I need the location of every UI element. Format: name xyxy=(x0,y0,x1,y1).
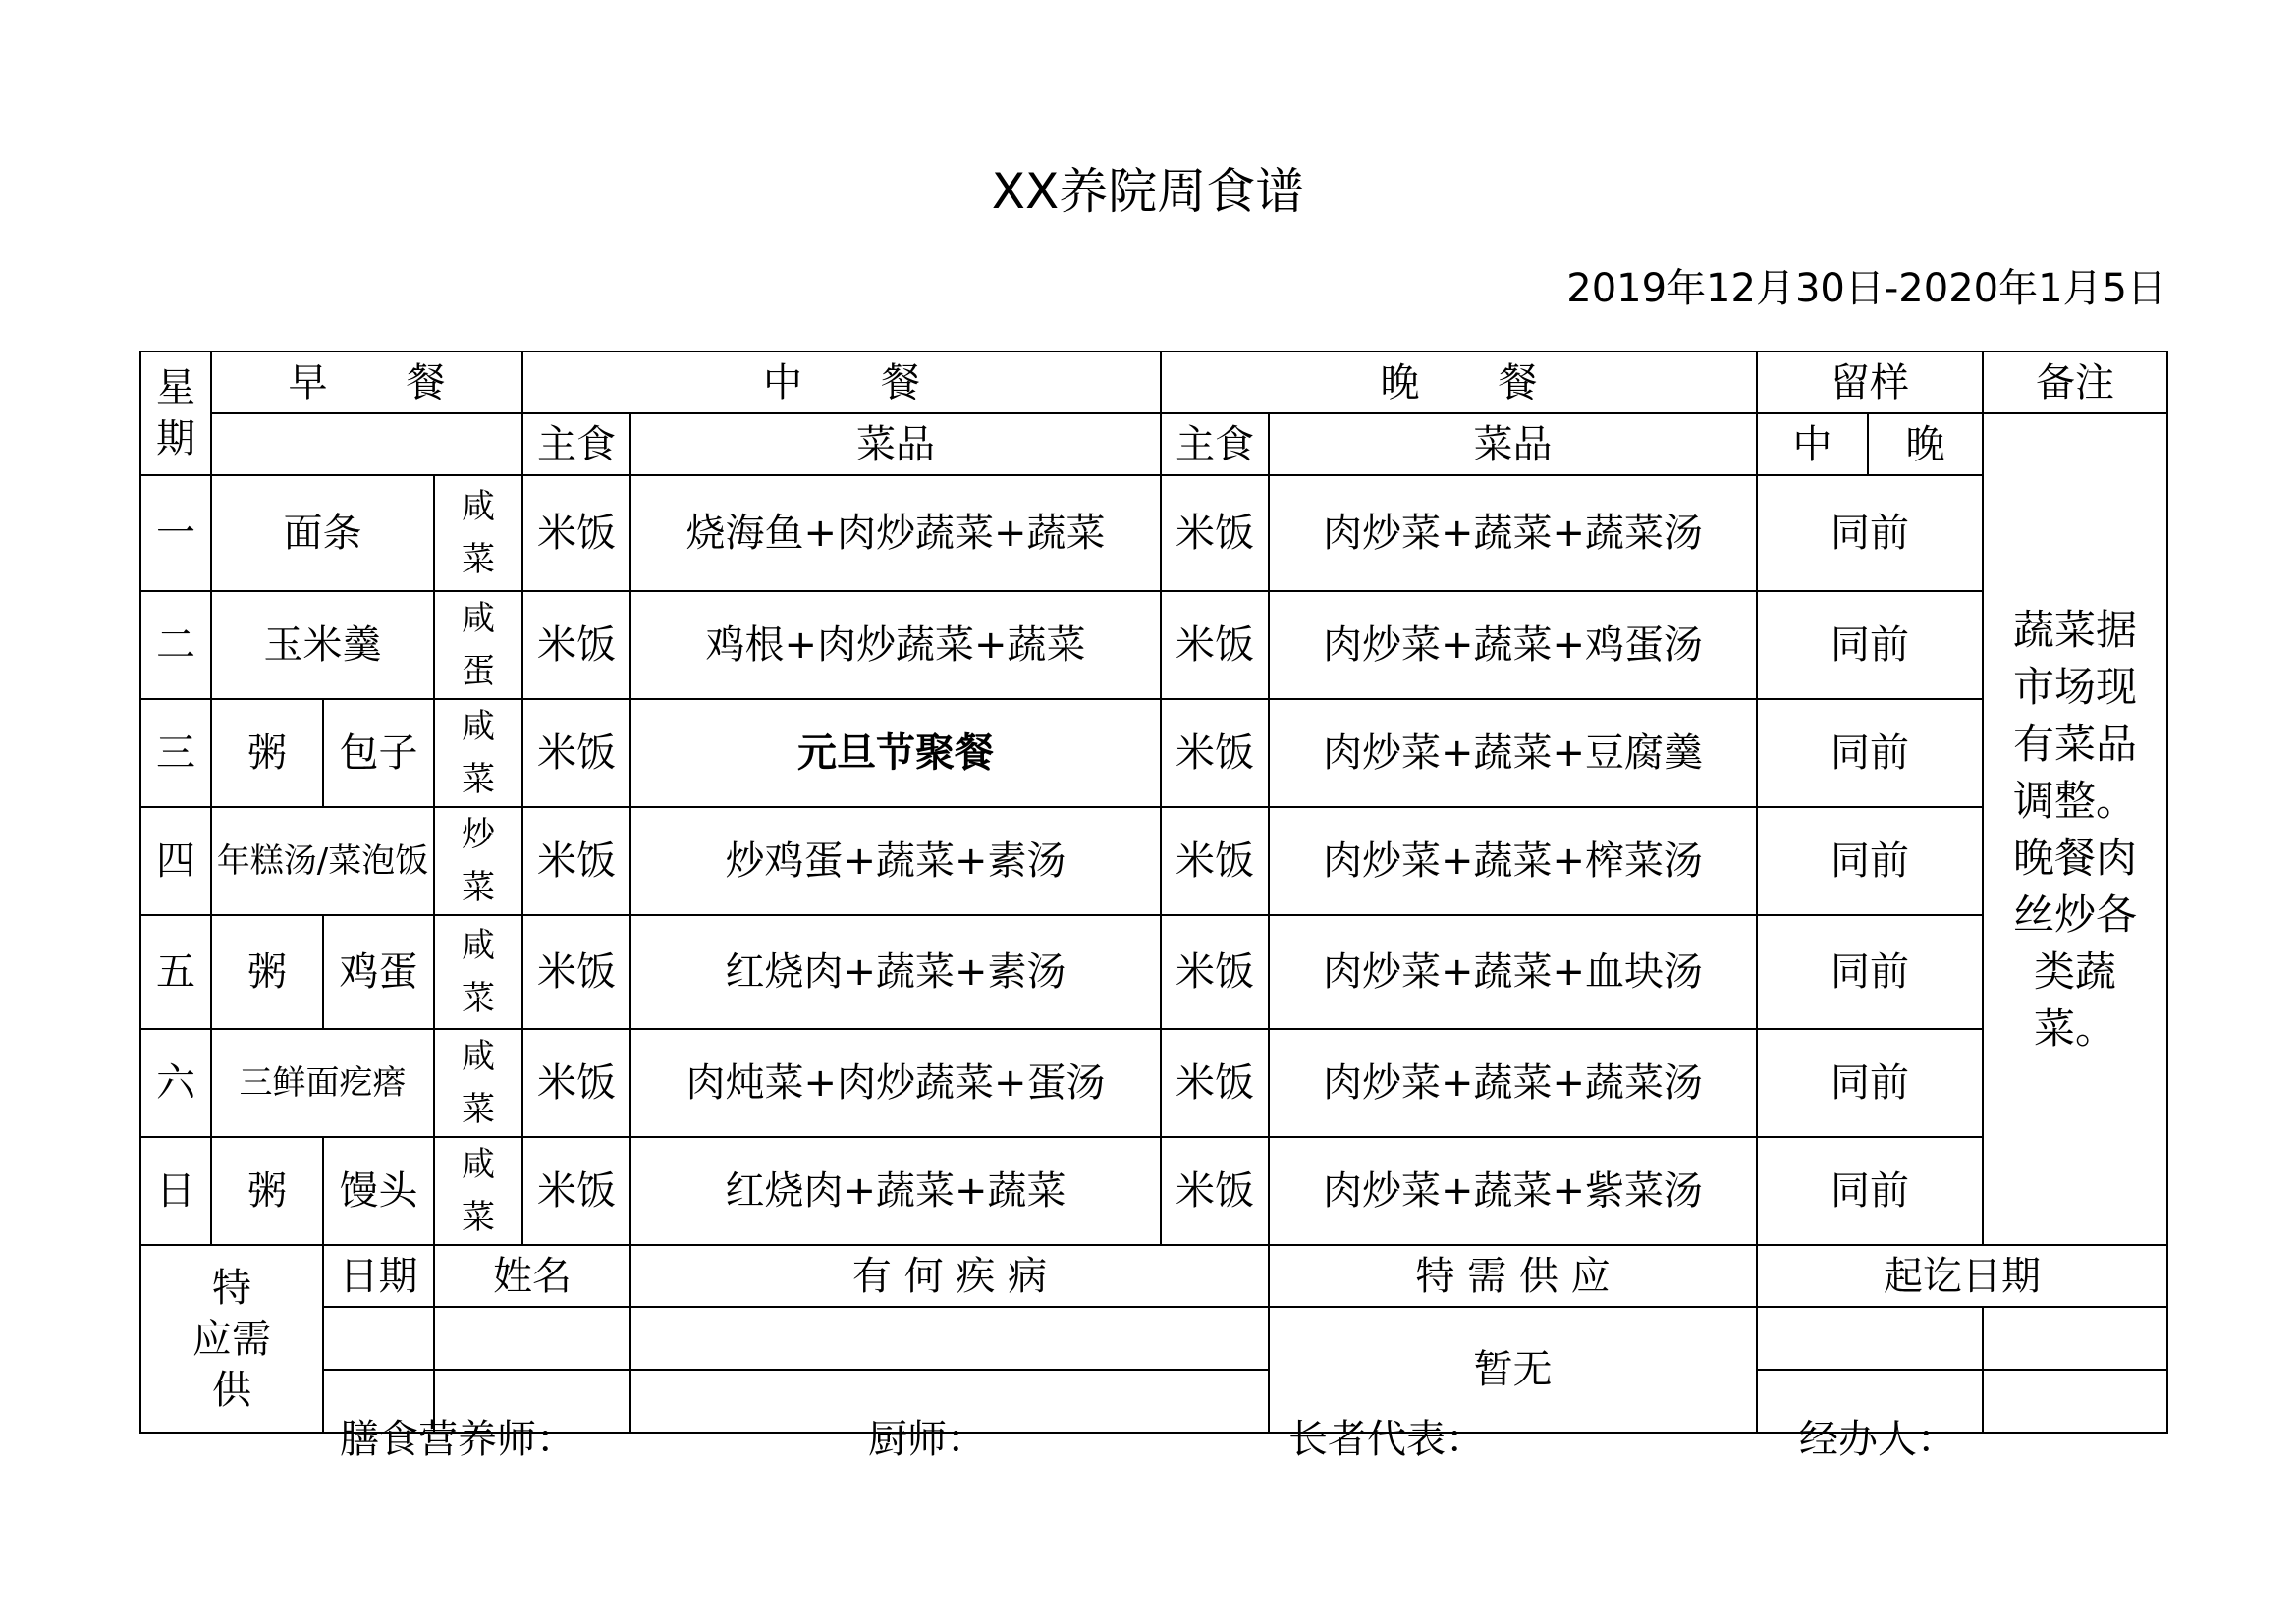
special-period-end xyxy=(1983,1307,2167,1370)
special-name-header: 姓名 xyxy=(434,1245,630,1307)
lunch-staple: 米饭 xyxy=(522,807,630,915)
breakfast-side: 咸 菜 xyxy=(434,475,522,591)
dinner-dishes: 肉炒菜+蔬菜+榨菜汤 xyxy=(1269,807,1757,915)
day-row xyxy=(140,591,2167,699)
dinner-staple: 米饭 xyxy=(1161,1137,1269,1245)
breakfast-side: 咸 菜 xyxy=(434,1029,522,1137)
day-row xyxy=(140,475,2167,591)
special-header-row xyxy=(140,1245,2167,1307)
special-row xyxy=(140,1307,2167,1370)
date-range: 2019年12月30日-2020年1月5日 xyxy=(1566,266,2166,311)
lunch-staple: 米饭 xyxy=(522,915,630,1029)
header-row-2 xyxy=(140,413,2167,475)
special-supply-value: 暂无 xyxy=(1269,1307,1757,1433)
weekday-cell: 四 xyxy=(140,807,211,915)
lunch-dishes: 肉炖菜+肉炒蔬菜+蛋汤 xyxy=(630,1029,1161,1137)
weekly-menu-table xyxy=(139,351,2168,1434)
lunch-staple-header: 主食 xyxy=(522,413,630,475)
dinner-dishes: 肉炒菜+蔬菜+蔬菜汤 xyxy=(1269,475,1757,591)
special-period-start xyxy=(1757,1307,1983,1370)
day-row xyxy=(140,699,2167,807)
day-row xyxy=(140,1029,2167,1137)
handler-label: 经办人： xyxy=(1799,1417,1956,1462)
signature-line xyxy=(0,1410,2296,1469)
dinner-staple: 米饭 xyxy=(1161,699,1269,807)
lunch-staple: 米饭 xyxy=(522,591,630,699)
breakfast-second: 鸡蛋 xyxy=(323,915,434,1029)
breakfast-second: 包子 xyxy=(323,699,434,807)
weekday-cell: 日 xyxy=(140,1137,211,1245)
elder-rep-label: 长者代表： xyxy=(1288,1417,1485,1462)
breakfast-main: 玉米羹 xyxy=(211,591,434,699)
lunch-staple: 米饭 xyxy=(522,475,630,591)
lunch-dishes: 炒鸡蛋+蔬菜+素汤 xyxy=(630,807,1161,915)
lunch-dishes: 鸡根+肉炒蔬菜+蔬菜 xyxy=(630,591,1161,699)
dietitian-label: 膳食营养师： xyxy=(340,1417,575,1462)
sample-header: 留样 xyxy=(1757,352,1983,413)
breakfast-side: 咸 蛋 xyxy=(434,591,522,699)
breakfast-main: 粥 xyxy=(211,915,323,1029)
special-supply-header: 特 需 供 应 xyxy=(1269,1245,1757,1307)
weekday-header: 星 期 xyxy=(140,352,211,475)
remarks-note: 蔬菜据市场现有菜品调整。晚餐肉丝炒各类蔬菜。 xyxy=(1983,413,2167,1245)
lunch-dishes: 红烧肉+蔬菜+素汤 xyxy=(630,915,1161,1029)
sample-cell: 同前 xyxy=(1757,699,1983,807)
dinner-staple: 米饭 xyxy=(1161,591,1269,699)
chef-label: 厨师： xyxy=(868,1417,986,1462)
sample-cell: 同前 xyxy=(1757,475,1983,591)
sample-lunch-header: 中 xyxy=(1757,413,1868,475)
lunch-staple: 米饭 xyxy=(522,1029,630,1137)
dinner-dishes: 肉炒菜+蔬菜+鸡蛋汤 xyxy=(1269,591,1757,699)
dinner-header: 晚 餐 xyxy=(1161,352,1757,413)
weekday-cell: 二 xyxy=(140,591,211,699)
breakfast-second: 馒头 xyxy=(323,1137,434,1245)
dinner-staple: 米饭 xyxy=(1161,807,1269,915)
dinner-staple: 米饭 xyxy=(1161,915,1269,1029)
sample-dinner-header: 晚 xyxy=(1868,413,1983,475)
sample-cell: 同前 xyxy=(1757,1137,1983,1245)
breakfast-header: 早 餐 xyxy=(211,352,522,413)
weekday-cell: 六 xyxy=(140,1029,211,1137)
special-illness-header: 有 何 疾 病 xyxy=(630,1245,1269,1307)
breakfast-side: 炒 菜 xyxy=(434,807,522,915)
page-title: XX养院周食谱 xyxy=(991,163,1305,220)
lunch-dishes: 红烧肉+蔬菜+蔬菜 xyxy=(630,1137,1161,1245)
remarks-header: 备注 xyxy=(1983,352,2167,413)
breakfast-main: 粥 xyxy=(211,699,323,807)
lunch-dishes: 烧海鱼+肉炒蔬菜+蔬菜 xyxy=(630,475,1161,591)
day-row xyxy=(140,807,2167,915)
day-row xyxy=(140,1137,2167,1245)
dinner-dishes-header: 菜品 xyxy=(1269,413,1757,475)
dinner-staple-header: 主食 xyxy=(1161,413,1269,475)
day-row xyxy=(140,915,2167,1029)
breakfast-main: 粥 xyxy=(211,1137,323,1245)
dinner-dishes: 肉炒菜+蔬菜+紫菜汤 xyxy=(1269,1137,1757,1245)
special-date-header: 日期 xyxy=(323,1245,434,1307)
sample-cell: 同前 xyxy=(1757,807,1983,915)
sample-cell: 同前 xyxy=(1757,915,1983,1029)
special-supply-label: 特 应需 供 xyxy=(140,1245,323,1433)
special-period-header: 起讫日期 xyxy=(1757,1245,2167,1307)
sample-cell: 同前 xyxy=(1757,591,1983,699)
lunch-staple: 米饭 xyxy=(522,1137,630,1245)
dinner-dishes: 肉炒菜+蔬菜+血块汤 xyxy=(1269,915,1757,1029)
lunch-dishes-header: 菜品 xyxy=(630,413,1161,475)
special-date-cell xyxy=(323,1307,434,1370)
dinner-dishes: 肉炒菜+蔬菜+蔬菜汤 xyxy=(1269,1029,1757,1137)
dinner-dishes: 肉炒菜+蔬菜+豆腐羹 xyxy=(1269,699,1757,807)
sample-cell: 同前 xyxy=(1757,1029,1983,1137)
breakfast-side: 咸 菜 xyxy=(434,1137,522,1245)
weekday-cell: 五 xyxy=(140,915,211,1029)
breakfast-side: 咸 菜 xyxy=(434,915,522,1029)
breakfast-subheader-empty xyxy=(211,413,522,475)
header-row-1 xyxy=(140,352,2167,413)
dinner-staple: 米饭 xyxy=(1161,1029,1269,1137)
breakfast-main: 面条 xyxy=(211,475,434,591)
dinner-staple: 米饭 xyxy=(1161,475,1269,591)
lunch-header: 中 餐 xyxy=(522,352,1161,413)
lunch-dishes: 元旦节聚餐 xyxy=(630,699,1161,807)
breakfast-main: 三鲜面疙瘩 xyxy=(211,1029,434,1137)
weekday-cell: 一 xyxy=(140,475,211,591)
special-name-cell xyxy=(434,1307,630,1370)
special-illness-cell xyxy=(630,1307,1269,1370)
lunch-staple: 米饭 xyxy=(522,699,630,807)
weekday-cell: 三 xyxy=(140,699,211,807)
breakfast-side: 咸 菜 xyxy=(434,699,522,807)
breakfast-main: 年糕汤/菜泡饭 xyxy=(211,807,434,915)
